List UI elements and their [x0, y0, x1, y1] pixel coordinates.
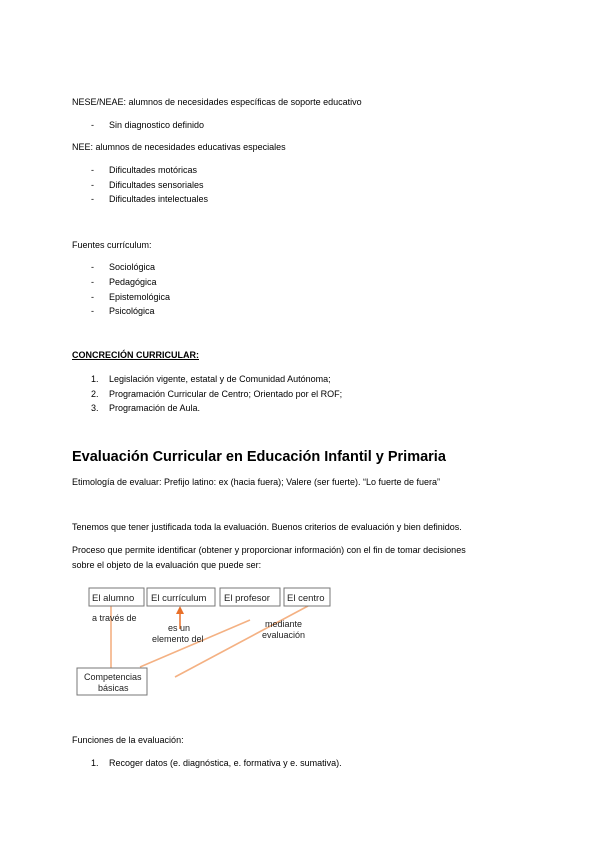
list-item: Dificultades intelectuales [109, 194, 209, 204]
list-item: Dificultades motóricas [109, 165, 198, 175]
list-dash: - [91, 292, 94, 302]
list-item: Dificultades sensoriales [109, 180, 204, 190]
label-evaluacion: evaluación [262, 630, 306, 640]
list-item: Pedagógica [109, 277, 157, 287]
box-label: El currículum [151, 593, 207, 604]
list-dash: - [91, 306, 94, 316]
list-item: Psicológica [109, 306, 155, 316]
section-heading: Evaluación Curricular en Educación Infantil y Primaria [72, 449, 446, 465]
arrow-head [176, 606, 184, 614]
label-a-traves: a través de [92, 613, 137, 623]
etimologia-text: Etimología de evaluar: Prefijo latino: ex (hacia fuera); Valere (ser fuerte). “Lo fuerte de fuera” [72, 477, 441, 487]
list-number: 3. [91, 403, 99, 413]
fuentes-title: Fuentes currículum: [72, 240, 152, 250]
paragraph-line: sobre el objeto de la evaluación que puede ser: [72, 560, 262, 570]
list-number: 1. [91, 758, 99, 768]
label-es-un: es un [168, 623, 191, 633]
list-number: 1. [91, 374, 99, 384]
paragraph-line: Proceso que permite identificar (obtener y proporcionar información) con el fin de tomar decisiones [72, 545, 466, 555]
list-item: Epistemológica [109, 292, 171, 302]
box-label: El alumno [92, 593, 135, 604]
label-mediante: mediante [265, 619, 303, 629]
list-number: 2. [91, 389, 99, 399]
list-dash: - [91, 165, 94, 175]
list-item: Programación Curricular de Centro; Orientado por el ROF; [109, 389, 343, 399]
list-dash: - [91, 262, 94, 272]
nee-title: NEE: alumnos de necesidades educativas especiales [72, 142, 286, 152]
list-dash: - [91, 277, 94, 287]
list-item: Programación de Aula. [109, 403, 201, 413]
nese-title: NESE/NEAE: alumnos de necesidades específicas de soporte educativo [72, 97, 362, 107]
list-dash: - [91, 180, 94, 190]
box-label: El centro [287, 593, 325, 604]
list-dash: - [91, 120, 94, 130]
concrecion-title: CONCRECIÓN CURRICULAR: [72, 350, 199, 360]
list-item: Sociológica [109, 262, 156, 272]
connector-lines [111, 606, 308, 677]
list-item: Sin diagnostico definido [109, 120, 205, 130]
box-label: El profesor [224, 593, 270, 604]
paragraph: Tenemos que tener justificada toda la evaluación. Buenos criterios de evaluación y bien definidos. [72, 522, 462, 532]
list-item: Legislación vigente, estatal y de Comunidad Autónoma; [109, 374, 331, 384]
funciones-title: Funciones de la evaluación: [72, 735, 184, 745]
label-elemento-del: elemento del [152, 634, 204, 644]
box-label: Competencias [84, 672, 142, 682]
list-dash: - [91, 194, 94, 204]
list-item: Recoger datos (e. diagnóstica, e. formativa y e. sumativa). [109, 758, 342, 768]
box-label: básicas [98, 683, 129, 693]
